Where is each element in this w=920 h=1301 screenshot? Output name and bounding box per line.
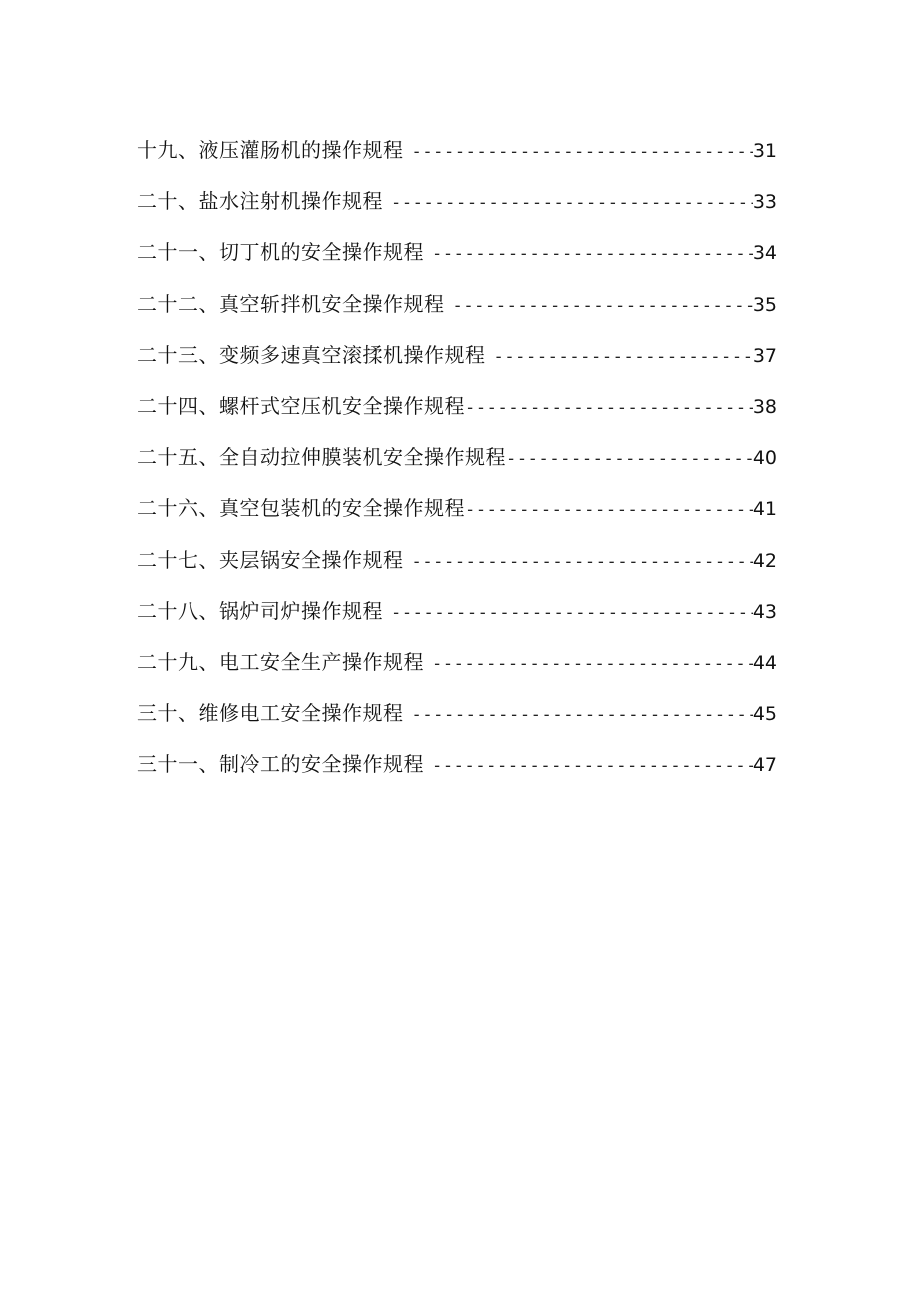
toc-entry-page-number: 43 (752, 600, 777, 623)
toc-entry-title: 三十、维修电工安全操作规程 (137, 701, 404, 726)
toc-entry (137, 337, 777, 388)
toc-entry-title: 二十三、变频多速真空滚揉机操作规程 (137, 342, 486, 367)
toc-entry-title: 二十六、真空包装机的安全操作规程 (137, 496, 465, 521)
toc-entry-page-number: 40 (752, 447, 777, 470)
toc-entry-page-number: 35 (752, 293, 777, 316)
toc-entry-title: 十九、液压灌肠机的操作规程 (137, 138, 404, 162)
toc-leader-dashes (432, 236, 753, 272)
toc-leader-dashes (465, 390, 753, 426)
toc-leader-dashes (391, 595, 753, 631)
toc-entry-page-number: 34 (752, 242, 777, 265)
toc-leader-dashes (494, 339, 753, 375)
toc-entry-title: 二十、盐水注射机操作规程 (137, 189, 383, 214)
toc-leader-dashes (412, 697, 753, 733)
toc-entry-page-number: 33 (752, 191, 777, 214)
toc-entry (137, 183, 777, 234)
toc-entry-page-number: 31 (752, 140, 777, 162)
toc-entry (137, 746, 777, 797)
toc-leader-dashes (432, 646, 753, 682)
toc-entry-page-number: 47 (752, 754, 777, 777)
toc-entry (137, 593, 777, 644)
toc-entry-page-number: 37 (752, 344, 777, 367)
toc-entry (137, 388, 777, 439)
toc-entry-title: 二十五、全自动拉伸膜装机安全操作规程 (137, 445, 506, 470)
toc-entry-title: 二十九、电工安全生产操作规程 (137, 649, 424, 674)
toc-leader-dashes (506, 441, 753, 477)
toc-entry-title: 二十八、锅炉司炉操作规程 (137, 598, 383, 623)
toc-leader-dashes (391, 185, 753, 221)
toc-entry (137, 490, 777, 541)
toc-leader-dashes (412, 134, 753, 170)
toc-entry-title: 二十一、切丁机的安全操作规程 (137, 240, 424, 265)
toc-leader-dashes (432, 748, 753, 784)
toc-entry (137, 644, 777, 695)
toc-entry (137, 286, 777, 337)
toc-entry (137, 695, 777, 746)
toc-entry (137, 234, 777, 285)
toc-leader-dashes (453, 288, 753, 324)
toc-entry-page-number: 44 (752, 651, 777, 674)
toc-leader-dashes (465, 492, 753, 528)
toc-entry-page-number: 42 (752, 549, 777, 572)
toc-entry-title: 二十七、夹层锅安全操作规程 (137, 547, 404, 572)
toc-leader-dashes (412, 544, 753, 580)
toc-entry (137, 542, 777, 593)
toc-entry (137, 439, 777, 490)
table-of-contents (137, 132, 777, 797)
toc-entry-title: 二十二、真空斩拌机安全操作规程 (137, 291, 445, 316)
toc-entry-title: 二十四、螺杆式空压机安全操作规程 (137, 393, 465, 418)
toc-entry-page-number: 45 (752, 703, 777, 726)
toc-entry-page-number: 41 (752, 498, 777, 521)
toc-entry (137, 132, 777, 183)
toc-entry-page-number: 38 (752, 395, 777, 418)
toc-entry-title: 三十一、制冷工的安全操作规程 (137, 752, 424, 777)
